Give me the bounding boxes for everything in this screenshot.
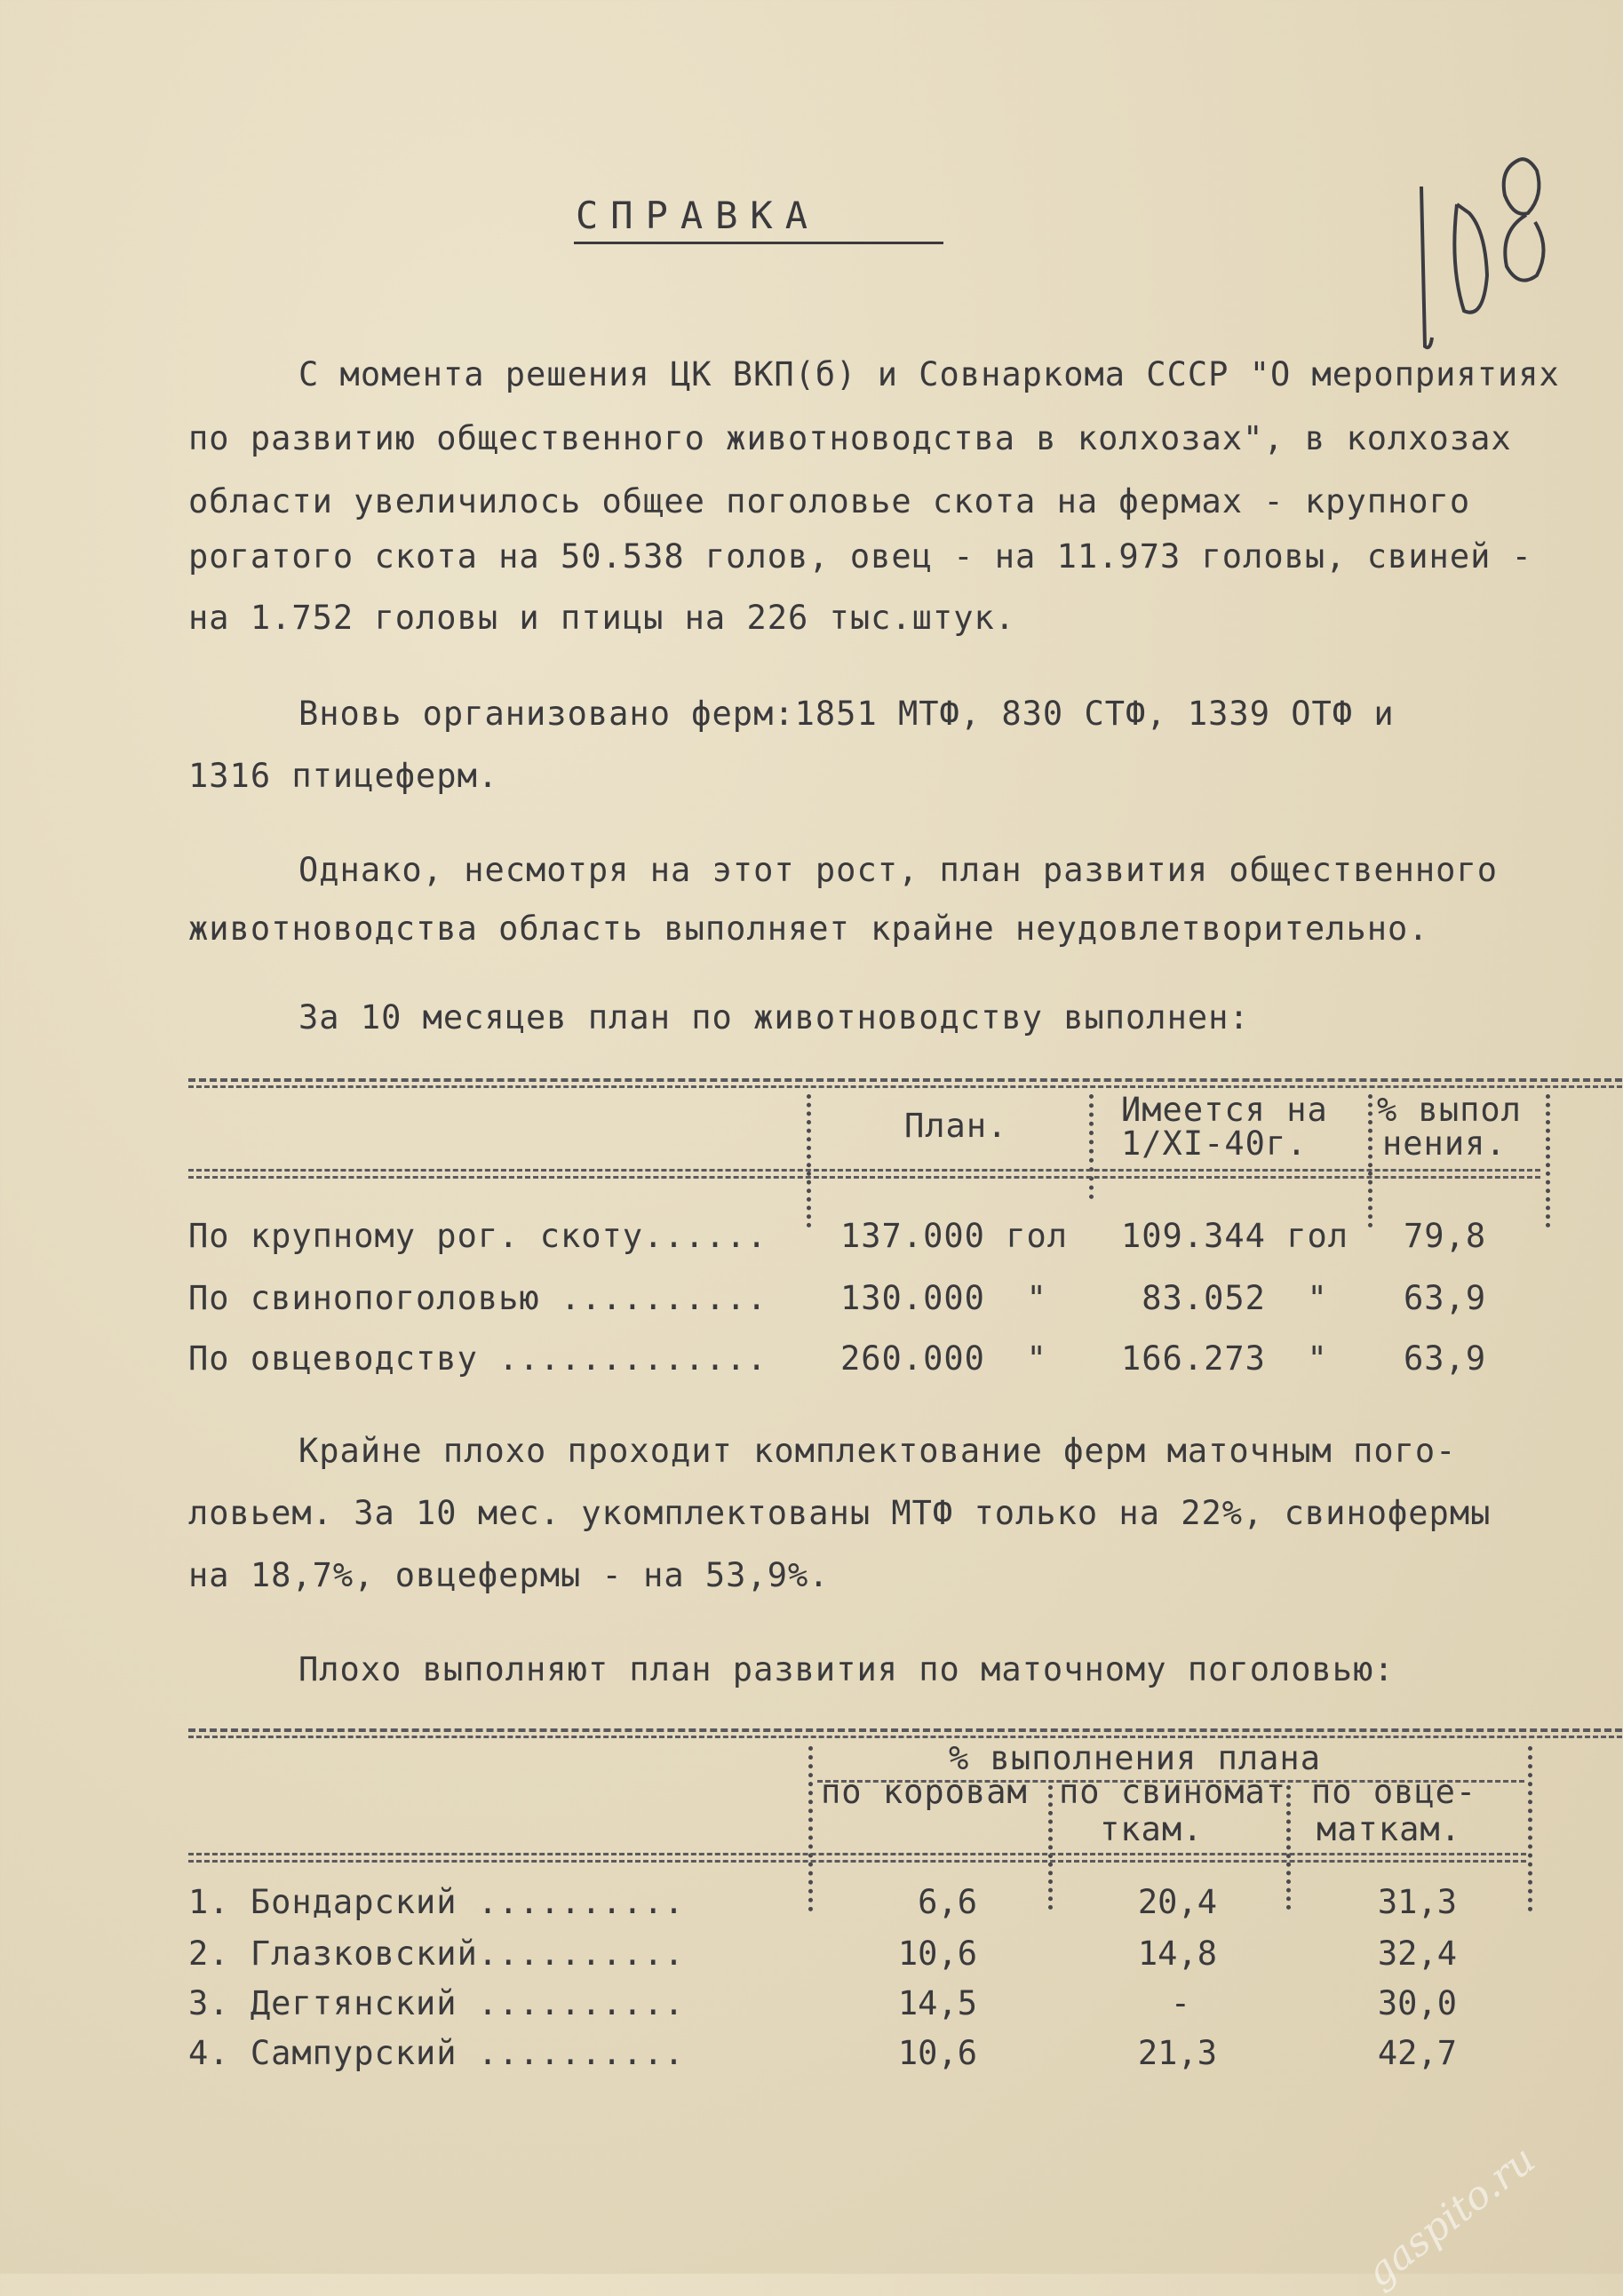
handwritten-page-number	[1395, 133, 1590, 364]
row-available: 83.052 "	[1121, 1279, 1328, 1317]
table1-divider	[1546, 1094, 1550, 1227]
district-name: 4. Сампурский ..........	[188, 2034, 685, 2072]
paragraph-line: по развитию общественного животноводства в колхозах", в колхозах	[188, 419, 1512, 457]
paragraph-line: животноводства область выполняет крайне неудовлетворительно.	[188, 910, 1429, 948]
cows-percent: 14,5	[897, 1984, 977, 2022]
ewes-percent: 42,7	[1377, 2034, 1457, 2072]
table2-header-ewes: по овце-	[1311, 1773, 1477, 1811]
table2-divider	[808, 1746, 813, 1911]
paragraph-line: Крайне плохо проходит комплектование ферм маточным пого-	[298, 1432, 1457, 1470]
sows-percent: 14,8	[1137, 1935, 1217, 1973]
district-name: 3. Дегтянский ..........	[188, 1984, 685, 2022]
sows-percent: 21,3	[1137, 2034, 1217, 2072]
table2-top-rule	[188, 1728, 1622, 1732]
paragraph-line: Вновь организовано ферм:1851 МТФ, 830 СТФ, 1339 ОТФ и	[298, 695, 1395, 733]
document-title: СПРАВКА	[576, 194, 821, 237]
sows-percent: -	[1170, 1984, 1190, 2022]
row-label: По свинопоголовью ..........	[188, 1279, 768, 1317]
paragraph-line: 1316 птицеферм.	[188, 757, 499, 795]
paragraph-line: Однако, несмотря на этот рост, план развития общественного	[298, 851, 1499, 889]
table2-header-group: % выполнения плана	[949, 1739, 1321, 1777]
row-label: По крупному рог. скоту......	[188, 1217, 768, 1255]
ewes-percent: 30,0	[1377, 1984, 1457, 2022]
row-plan: 130.000 "	[840, 1279, 1047, 1317]
row-percent: 79,8	[1404, 1217, 1487, 1255]
paragraph-line: С момента решения ЦК ВКП(б) и Совнаркома СССР "О мероприятиях	[298, 355, 1560, 393]
row-label: По овцеводству .............	[188, 1339, 768, 1378]
table2-header-cows: по коровам	[821, 1773, 1028, 1811]
table2-intro: Плохо выполняют план развития по маточному поголовью:	[298, 1650, 1395, 1688]
cows-percent: 10,6	[897, 1935, 977, 1973]
paragraph-line: ловьем. За 10 мес. укомплектованы МТФ только на 22%, свинофермы	[188, 1494, 1492, 1532]
row-plan: 260.000 "	[840, 1339, 1047, 1378]
row-percent: 63,9	[1404, 1279, 1487, 1317]
cows-percent: 10,6	[897, 2034, 977, 2072]
table1-header-available: Имеется на	[1121, 1091, 1328, 1129]
table1-header-percent-2: нения.	[1382, 1124, 1507, 1163]
table1-divider	[1368, 1094, 1372, 1227]
table1-top-rule-2	[188, 1085, 1622, 1088]
table2-header-sows: по свиномат	[1059, 1773, 1287, 1811]
table2-divider	[1048, 1785, 1053, 1910]
row-available: 166.273 "	[1121, 1339, 1328, 1378]
district-name: 2. Глазковский..........	[188, 1935, 685, 1973]
row-percent: 63,9	[1404, 1339, 1487, 1378]
table2-header-sows-2: ткам.	[1100, 1810, 1204, 1848]
table1-header-rule	[188, 1169, 1540, 1172]
table1-header-date: 1/XI-40г.	[1121, 1124, 1308, 1163]
paragraph-line: на 18,7%, овцефермы - на 53,9%.	[188, 1556, 830, 1594]
table2-divider	[1528, 1746, 1532, 1911]
ewes-percent: 32,4	[1377, 1935, 1457, 1973]
table2-divider	[1286, 1785, 1291, 1910]
table2-header-rule	[188, 1853, 1526, 1855]
district-name: 1. Бондарский ..........	[188, 1883, 685, 1921]
row-plan: 137.000 гол	[840, 1217, 1069, 1255]
table1-header-plan: План.	[904, 1107, 1008, 1145]
ewes-percent: 31,3	[1377, 1883, 1457, 1921]
table1-top-rule	[188, 1078, 1622, 1082]
table1-divider	[807, 1094, 811, 1227]
row-available: 109.344 гол	[1121, 1217, 1349, 1255]
paragraph-line: рогатого скота на 50.538 голов, овец - на 11.973 головы, свиней -	[188, 537, 1532, 576]
table1-intro: За 10 месяцев план по животноводству выполнен:	[298, 998, 1250, 1037]
title-underline	[574, 242, 943, 244]
cows-percent: 6,6	[918, 1883, 977, 1921]
table2-top-rule-2	[188, 1736, 1622, 1738]
table1-divider	[1089, 1094, 1094, 1199]
table2-header-rule-2	[188, 1860, 1526, 1863]
table1-header-percent: % выпол	[1377, 1091, 1522, 1129]
table2-header-ewes-2: маткам.	[1317, 1810, 1461, 1848]
paragraph-line: области увеличилось общее поголовье скота на фермах - крупного	[188, 482, 1471, 520]
sows-percent: 20,4	[1137, 1883, 1217, 1921]
paragraph-line: на 1.752 головы и птицы на 226 тыс.штук.	[188, 599, 1016, 637]
site-watermark: gaspito.ru	[1357, 2136, 1544, 2296]
table1-header-rule-2	[188, 1176, 1540, 1179]
